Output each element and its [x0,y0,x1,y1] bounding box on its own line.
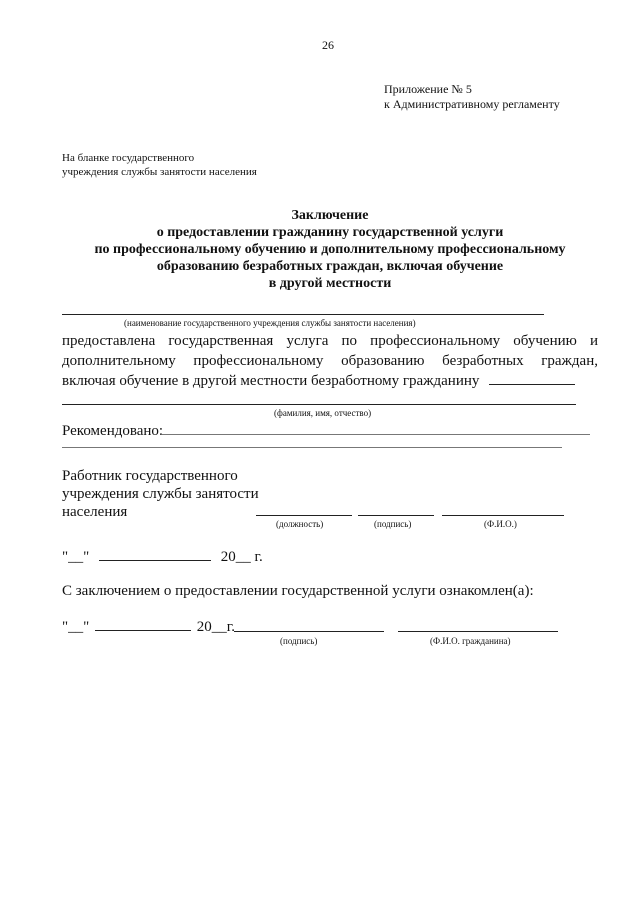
citizen-name-blank [489,371,575,385]
date-day-quote-2: "__" [62,619,90,635]
worker-line-2: учреждения службы занятости [62,486,259,502]
date-day-quote-1: "__" [62,549,90,565]
recommended-line-2 [62,447,562,448]
date-month-blank-2 [95,617,191,631]
recommended-label: Рекомендовано: [62,423,164,439]
signature-caption: (подпись) [374,519,412,529]
recommended-line-1 [162,434,590,435]
date-row-1 [62,547,263,567]
body-line-3: включая обучение в другой местности безработному гражданину [62,373,480,389]
date-year-2: 20__г. [196,619,235,635]
citizen-fio-line [398,631,558,632]
body-line-2: дополнительному профессиональному образованию безработных граждан, [62,353,598,369]
citizen-fio-caption: (Ф.И.О. гражданина) [430,636,511,646]
fio-signature-line [442,515,564,516]
position-caption: (должность) [276,519,324,529]
position-line [256,515,352,516]
title-line-2: о предоставлении гражданину государственной услуги [156,225,504,240]
page-number: 26 [322,38,334,52]
citizen-signature-line [234,631,384,632]
title-line-3: по профессиональному обучению и дополнительному профессиональному [94,242,566,257]
date-row-2 [62,617,235,637]
signature-line [358,515,434,516]
institution-caption: (наименование государственного учреждения службы занятости населения) [124,318,416,328]
title-line-1: Заключение [291,208,369,223]
title-line-4: образованию безработных граждан, включая обучение [156,259,504,274]
fio-caption: (фамилия, имя, отчество) [274,408,372,418]
worker-line-1: Работник государственного [62,468,238,484]
citizen-signature-caption: (подпись) [280,636,318,646]
worker-line-3: населения [62,504,128,520]
fio-signature-caption: (Ф.И.О.) [484,519,517,529]
body-line-1: предоставлена государственная услуга по профессиональному обучению и [62,333,598,349]
title-line-5: в другой местности [268,276,392,291]
date-year-1: 20__ г. [220,549,263,565]
date-month-blank-1 [99,547,211,561]
letterhead-line-2: учреждения службы занятости населения [62,166,257,178]
fio-line [62,404,576,405]
appendix-line-2: к Административному регламенту [384,97,560,111]
body-line-3-row [62,371,575,391]
institution-name-line [62,314,544,315]
appendix-line-1: Приложение № 5 [384,82,472,96]
acquainted-text: С заключением о предоставлении государственной услуги ознакомлен(а): [62,583,534,599]
letterhead-line-1: На бланке государственного [62,152,195,164]
